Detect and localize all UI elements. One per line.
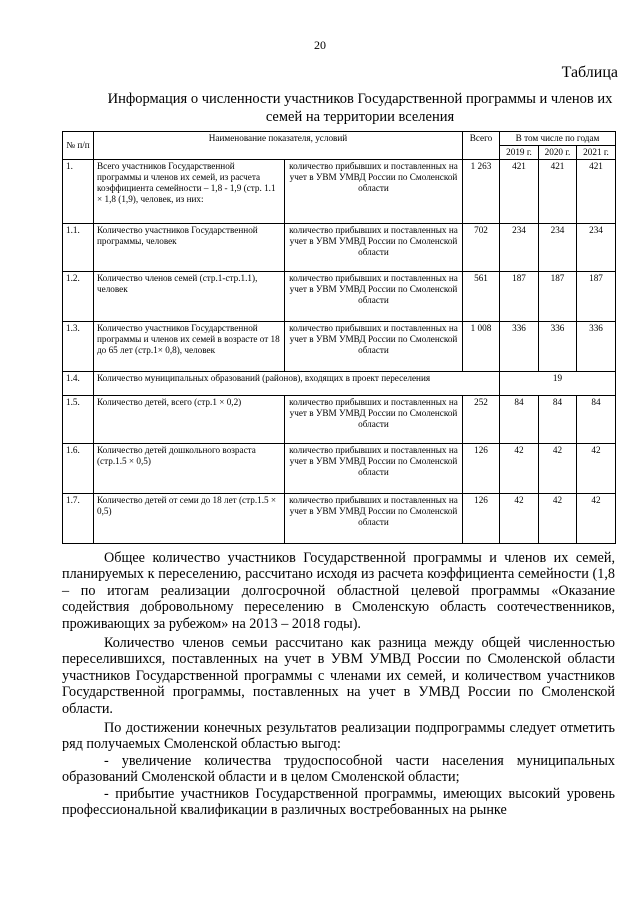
row-num: 1.5. [63, 396, 94, 444]
table-row [63, 224, 616, 272]
row-2019: 42 [500, 444, 539, 494]
table-row [63, 272, 616, 322]
row-condition: количество прибывших и поставленных на учет в УВМ УМВД России по Смоленской области [285, 224, 463, 272]
header-year-2019: 2019 г. [500, 146, 539, 160]
header-name: Наименование показателя, условий [94, 132, 463, 160]
row-indicator: Количество муниципальных образований (районов), входящих в проект переселения [94, 372, 500, 396]
row-num: 1.7. [63, 494, 94, 544]
table-label: Таблица [561, 64, 618, 81]
row-condition: количество прибывших и поставленных на учет в УВМ УМВД России по Смоленской области [285, 272, 463, 322]
page-number: 20 [314, 38, 326, 52]
row-total: 252 [463, 396, 500, 444]
body-text [62, 550, 615, 819]
row-2021: 42 [577, 494, 616, 544]
table-row [63, 322, 616, 372]
table-row [63, 160, 616, 224]
row-2019: 234 [500, 224, 539, 272]
row-num: 1.6. [63, 444, 94, 494]
info-table [62, 131, 616, 544]
row-condition: количество прибывших и поставленных на учет в УВМ УМВД России по Смоленской области [285, 160, 463, 224]
row-indicator: Количество детей дошкольного возраста (стр.1.5 × 0,5) [94, 444, 285, 494]
paragraph: - прибытие участников Государственной программы, имеющих высокий уровень профессиональной квалификации в различных востребованных на рынке [62, 785, 615, 819]
paragraph: Количество членов семьи рассчитано как разница между общей численностью переселившихся, поставленных на учет в УВМ УМВД России по Смоленской области участников Государственной программы с членами их семей, и количеством участников Государственной программы, поставленных на учет в УМВД России по Смоленской области. [62, 635, 615, 717]
row-total: 126 [463, 444, 500, 494]
row-indicator: Количество детей, всего (стр.1 × 0,2) [94, 396, 285, 444]
header-total: Всего [463, 132, 500, 160]
row-total: 1 008 [463, 322, 500, 372]
row-total: 702 [463, 224, 500, 272]
row-2021: 84 [577, 396, 616, 444]
row-2021: 234 [577, 224, 616, 272]
row-2021: 42 [577, 444, 616, 494]
header-num: № п/п [63, 132, 94, 160]
row-2020: 42 [539, 494, 577, 544]
table-row [63, 444, 616, 494]
table-row [63, 372, 616, 396]
paragraph: - увеличение количества трудоспособной части населения муниципальных образований Смоленской области и в целом Смоленской области; [62, 752, 615, 786]
row-2019: 42 [500, 494, 539, 544]
document-title: Информация о численности участников Государственной программы и членов их семей на территории вселения [107, 91, 613, 125]
row-2020: 421 [539, 160, 577, 224]
row-2020: 187 [539, 272, 577, 322]
row-num: 1.1. [63, 224, 94, 272]
row-total: 126 [463, 494, 500, 544]
row-num: 1.2. [63, 272, 94, 322]
row-2021: 336 [577, 322, 616, 372]
row-2020: 336 [539, 322, 577, 372]
row-indicator: Количество участников Государственной программы, человек [94, 224, 285, 272]
row-2019: 84 [500, 396, 539, 444]
row-indicator: Количество участников Государственной программы и членов их семей в возрасте от 18 до 65 лет (стр.1× 0,8), человек [94, 322, 285, 372]
row-merged-value: 19 [500, 372, 616, 396]
header-year-2020: 2020 г. [539, 146, 577, 160]
row-indicator: Количество членов семей (стр.1-стр.1.1), человек [94, 272, 285, 322]
row-total: 1 263 [463, 160, 500, 224]
row-2021: 421 [577, 160, 616, 224]
row-2019: 187 [500, 272, 539, 322]
row-2020: 84 [539, 396, 577, 444]
row-indicator: Количество детей от семи до 18 лет (стр.1.5 × 0,5) [94, 494, 285, 544]
table-row [63, 494, 616, 544]
row-2020: 234 [539, 224, 577, 272]
row-condition: количество прибывших и поставленных на учет в УВМ УМВД России по Смоленской области [285, 396, 463, 444]
table-row [63, 396, 616, 444]
row-2019: 421 [500, 160, 539, 224]
row-condition: количество прибывших и поставленных на учет в УВМ УМВД России по Смоленской области [285, 322, 463, 372]
row-2020: 42 [539, 444, 577, 494]
row-2019: 336 [500, 322, 539, 372]
paragraph: По достижении конечных результатов реализации подпрограммы следует отметить ряд получаемых Смоленской областью выгод: [62, 720, 615, 753]
header-years-group: В том числе по годам [500, 132, 616, 146]
row-num: 1.3. [63, 322, 94, 372]
row-num: 1. [63, 160, 94, 224]
row-2021: 187 [577, 272, 616, 322]
paragraph: Общее количество участников Государственной программы и членов их семей, планируемых к переселению, рассчитано исходя из расчета коэффициента семейности (1,8 – по итогам реализации долгосрочной областной целевой программы «Оказание содействия добровольному переселению в Смоленскую область соотечественников, проживающих за рубежом» на 2013 – 2018 годы). [62, 550, 615, 632]
row-num: 1.4. [63, 372, 94, 396]
row-condition: количество прибывших и поставленных на учет в УВМ УМВД России по Смоленской области [285, 444, 463, 494]
header-year-2021: 2021 г. [577, 146, 616, 160]
row-indicator: Всего участников Государственной программы и членов их семей, из расчета коэффициента семейности – 1,8 - 1,9 (стр. 1.1 × 1,8 (1,9), человек, из них: [94, 160, 285, 224]
row-total: 561 [463, 272, 500, 322]
row-condition: количество прибывших и поставленных на учет в УВМ УМВД России по Смоленской области [285, 494, 463, 544]
